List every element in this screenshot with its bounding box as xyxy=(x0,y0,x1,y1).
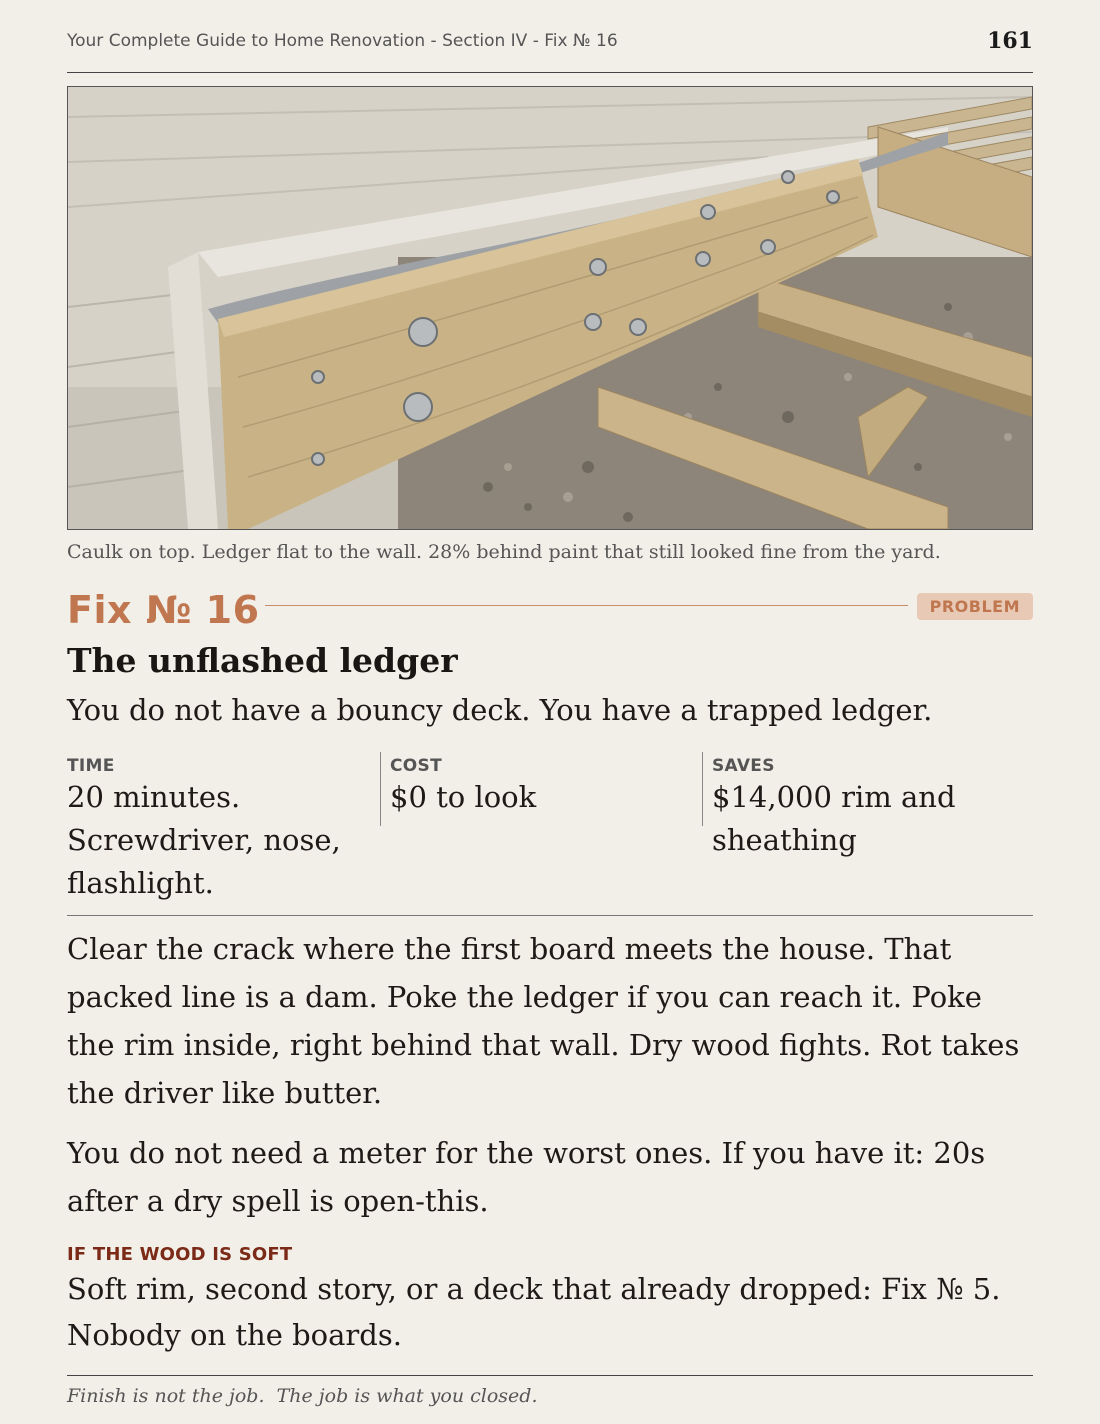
footer-text: Finish is not the job. The job is what you closed. xyxy=(67,1385,538,1407)
ledger-photo xyxy=(67,86,1033,530)
page-number: 161 xyxy=(987,28,1033,54)
stat-value: $14,000 rim and sheathing xyxy=(712,780,956,857)
stat-label: COST xyxy=(390,756,442,776)
stat-time xyxy=(67,752,367,905)
fix-subtitle: You do not have a bouncy deck. You have a trapped ledger. xyxy=(67,693,933,727)
fix-number: Fix № 16 xyxy=(67,588,260,632)
stat-label: TIME xyxy=(67,756,115,776)
footer-rule xyxy=(67,1375,1033,1376)
fix-header xyxy=(67,588,1033,636)
problem-badge: PROBLEM xyxy=(917,593,1033,620)
stats-row xyxy=(67,752,1033,904)
body-paragraph-1: Clear the crack where the first board meets the house. That packed line is a dam. Poke the ledger if you can reach it. Poke the rim inside, right behind that wall. Dry wood fights. Rot takes the driver like butter. xyxy=(67,932,1020,1110)
stats-rule xyxy=(67,915,1033,916)
stat-label: SAVES xyxy=(712,756,775,776)
running-head xyxy=(67,28,1033,58)
stat-value: 20 minutes. Screwdriver, nose, flashlight. xyxy=(67,780,341,900)
stat-saves xyxy=(702,752,1012,857)
fix-rule xyxy=(265,605,908,606)
header-rule xyxy=(67,72,1033,73)
fix-title: The unflashed ledger xyxy=(67,641,458,680)
photo-caption: Caulk on top. Ledger flat to the wall. 28% behind paint that still looked fine from the yard. xyxy=(67,541,941,563)
stat-value: $0 to look xyxy=(390,780,537,814)
callout-label: IF THE WOOD IS SOFT xyxy=(67,1244,293,1265)
running-title: Your Complete Guide to Home Renovation - Section IV - Fix № 16 xyxy=(67,31,618,51)
stat-cost xyxy=(380,752,690,826)
callout-text: Soft rim, second story, or a deck that already dropped: Fix № 5. Nobody on the boards. xyxy=(67,1272,1001,1352)
body-paragraph-2: You do not need a meter for the worst ones. If you have it: 20s after a dry spell is open-this. xyxy=(67,1136,986,1218)
